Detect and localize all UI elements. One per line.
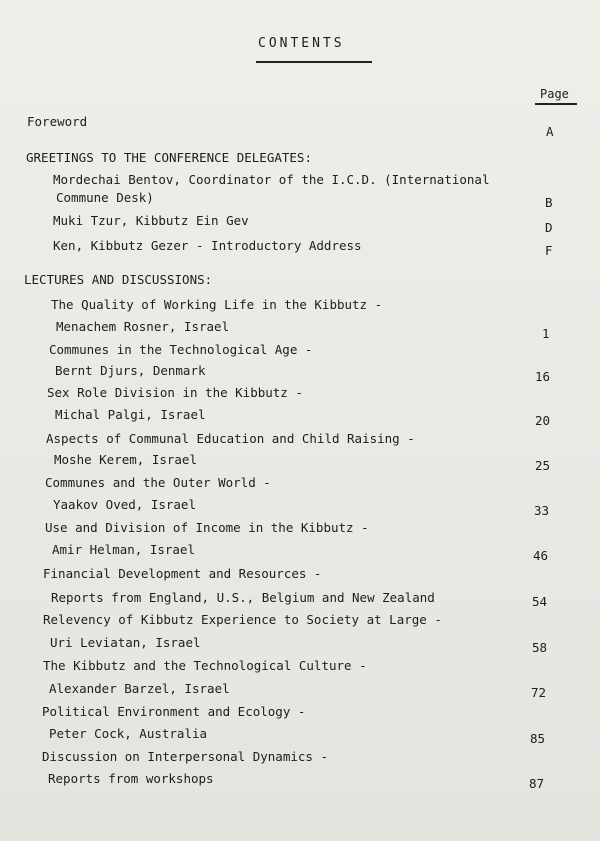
lecture-author: Reports from workshops	[48, 771, 214, 786]
lecture-title: Communes in the Technological Age -	[49, 342, 313, 357]
lecture-page: 46	[533, 548, 549, 563]
lecture-author: Reports from England, U.S., Belgium and New Zealand	[51, 590, 435, 605]
greeting-line: Commune Desk)	[56, 190, 154, 205]
lecture-page: 87	[529, 776, 545, 791]
greetings-heading: GREETINGS TO THE CONFERENCE DELEGATES:	[26, 150, 312, 165]
page-column-header: Page	[540, 87, 569, 101]
lecture-author: Peter Cock, Australia	[49, 726, 208, 741]
lecture-title: Political Environment and Ecology -	[42, 704, 306, 719]
lecture-page: 85	[530, 731, 546, 746]
foreword-label: Foreword	[27, 114, 88, 129]
lecture-title: Discussion on Interpersonal Dynamics -	[42, 749, 328, 764]
lecture-page: 1	[542, 326, 550, 341]
lecture-title: Financial Development and Resources -	[43, 566, 322, 581]
greeting-page: B	[545, 195, 553, 210]
lecture-author: Moshe Kerem, Israel	[54, 452, 197, 467]
lecture-page: 20	[535, 413, 551, 428]
lecture-title: Communes and the Outer World -	[45, 475, 271, 490]
lecture-title: Relevency of Kibbutz Experience to Society at Large -	[43, 612, 442, 627]
lecture-author: Uri Leviatan, Israel	[50, 635, 201, 650]
lecture-page: 25	[535, 458, 551, 473]
lecture-author: Alexander Barzel, Israel	[49, 681, 230, 696]
lecture-title: Sex Role Division in the Kibbutz -	[47, 385, 303, 400]
greeting-line: Ken, Kibbutz Gezer - Introductory Address	[53, 238, 362, 253]
page-header-underline	[535, 103, 577, 105]
lecture-author: Amir Helman, Israel	[52, 542, 195, 557]
lecture-title: The Kibbutz and the Technological Culture -	[43, 658, 367, 673]
lecture-title: The Quality of Working Life in the Kibbutz -	[51, 297, 383, 312]
lectures-heading: LECTURES AND DISCUSSIONS:	[24, 272, 213, 287]
lecture-title: Use and Division of Income in the Kibbutz -	[45, 520, 369, 535]
lecture-title: Aspects of Communal Education and Child Raising -	[46, 431, 415, 446]
lecture-page: 58	[532, 640, 548, 655]
lecture-author: Michal Palgi, Israel	[55, 407, 206, 422]
greeting-page: F	[545, 243, 553, 258]
lecture-author: Menachem Rosner, Israel	[56, 319, 230, 334]
greeting-page: D	[545, 220, 553, 235]
greeting-line: Muki Tzur, Kibbutz Ein Gev	[53, 213, 249, 228]
lecture-page: 33	[534, 503, 550, 518]
greeting-line: Mordechai Bentov, Coordinator of the I.C.D. (International	[53, 172, 490, 187]
foreword-page: A	[546, 124, 554, 139]
lecture-author: Bernt Djurs, Denmark	[55, 363, 206, 378]
lecture-page: 16	[535, 369, 551, 384]
lecture-page: 54	[532, 594, 548, 609]
page-title: CONTENTS	[258, 36, 345, 51]
lecture-author: Yaakov Oved, Israel	[53, 497, 196, 512]
lecture-page: 72	[531, 685, 547, 700]
title-underline	[256, 61, 372, 63]
